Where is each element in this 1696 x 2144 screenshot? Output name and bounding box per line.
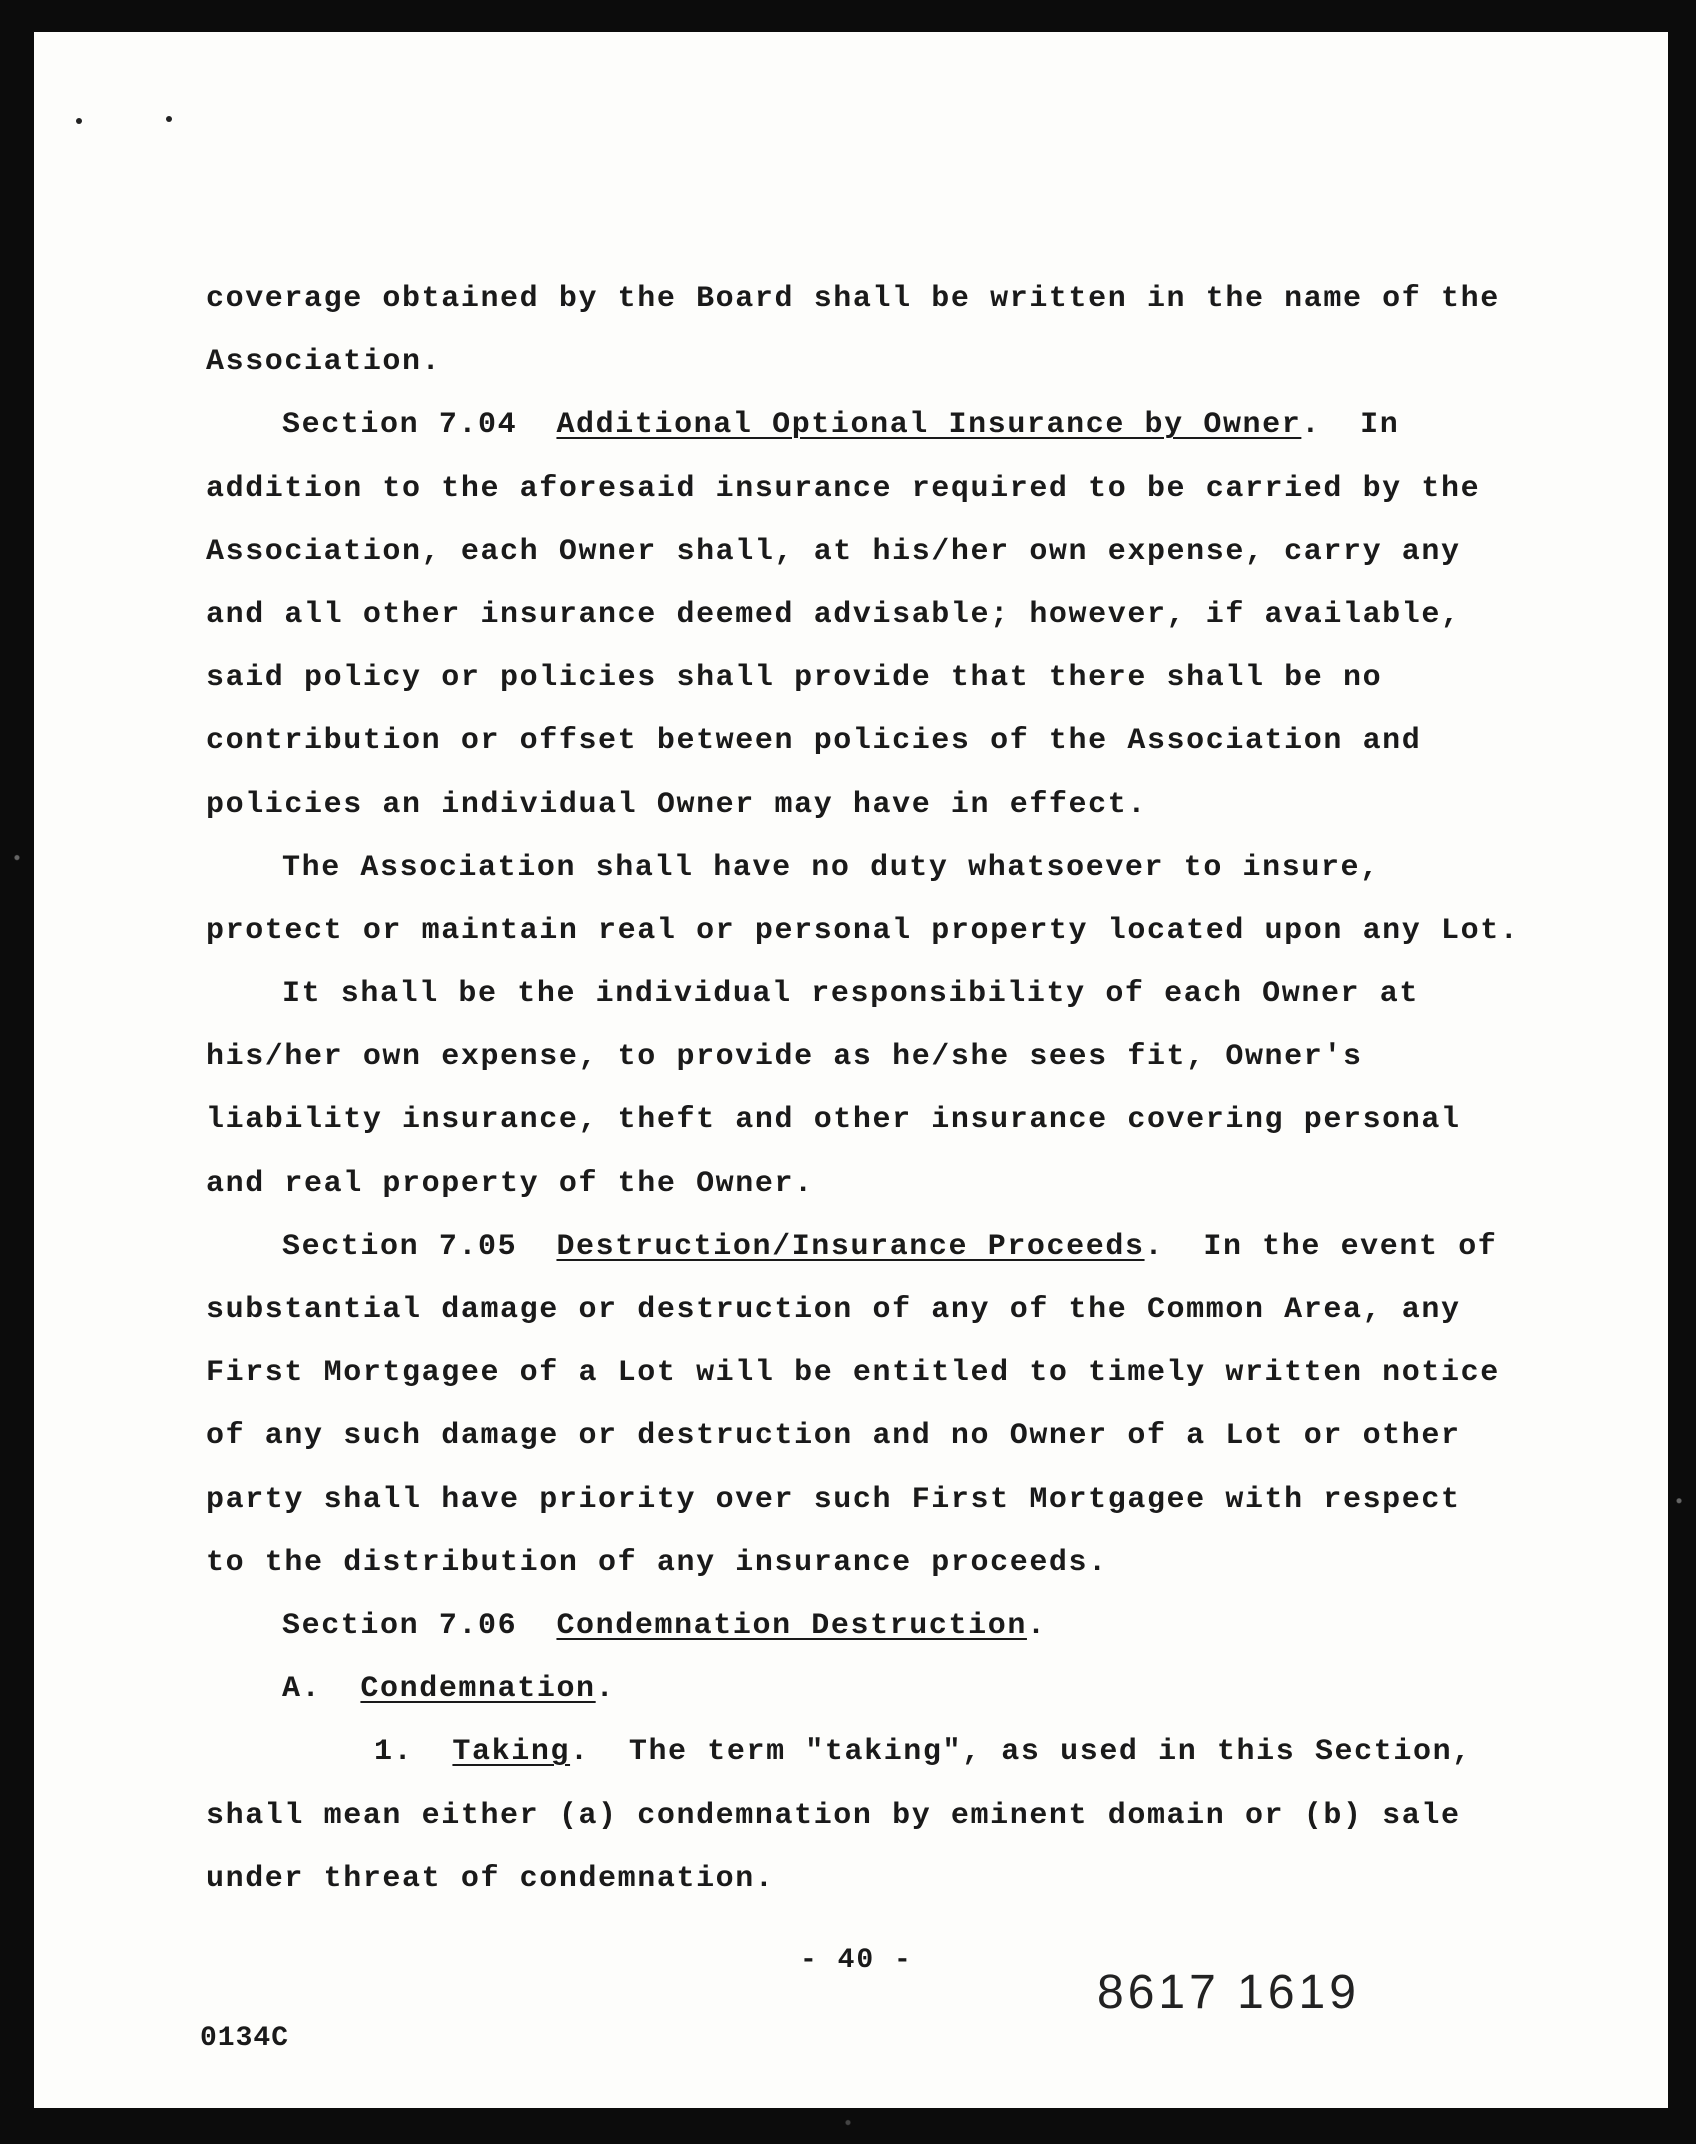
document-id-stamp: 8617 1619: [1097, 1966, 1360, 2019]
text-line: coverage obtained by the Board shall be written in the name of the: [206, 282, 1500, 316]
text-line: and real property of the Owner.: [206, 1166, 814, 1201]
subsection-title: Condemnation: [360, 1672, 596, 1707]
file-code: 0134C: [200, 2023, 290, 2054]
page-number: - 40 -: [800, 1945, 913, 1976]
section-title: Destruction/Insurance Proceeds: [556, 1229, 1145, 1264]
text-line: Association, each Owner shall, at his/her own expense, carry any: [206, 534, 1461, 569]
section-7-06-heading: Section 7.06 Condemnation Destruction.: [282, 1608, 1047, 1643]
section-title: Condemnation Destruction: [556, 1608, 1027, 1643]
item-1-heading: 1. Taking. The term "taking", as used in this Section,: [374, 1735, 1472, 1770]
text-line: said policy or policies shall provide that there shall be no: [206, 661, 1383, 696]
text-line: and all other insurance deemed advisable; however, if available,: [206, 597, 1461, 632]
subsection-a-heading: A. Condemnation.: [282, 1672, 616, 1707]
text-line: shall mean either (a) condemnation by eminent domain or (b) sale: [206, 1798, 1461, 1833]
text-line: party shall have priority over such First Mortgagee with respect: [206, 1482, 1461, 1517]
text-line: substantial damage or destruction of any of the Common Area, any: [206, 1293, 1461, 1327]
text-line: Association.: [206, 345, 442, 380]
scan-speck: [76, 118, 82, 124]
text-line: protect or maintain real or personal property located upon any Lot.: [206, 913, 1520, 948]
item-title: Taking: [452, 1735, 571, 1770]
scan-speck: [166, 116, 172, 122]
section-7-05-heading: Section 7.05 Destruction/Insurance Proceeds. In the event of: [282, 1229, 1498, 1264]
text-line: addition to the aforesaid insurance required to be carried by the: [206, 471, 1481, 506]
text-line: under threat of condemnation.: [206, 1861, 775, 1896]
text-line: to the distribution of any insurance proceeds.: [206, 1545, 1108, 1580]
text-line: of any such damage or destruction and no Owner of a Lot or other: [206, 1419, 1461, 1454]
text-line: policies an individual Owner may have in effect.: [206, 787, 1147, 822]
text-line: It shall be the individual responsibility of each Owner at: [282, 977, 1419, 1012]
section-title: Additional Optional Insurance by Owner: [556, 408, 1302, 443]
section-7-04-heading: Section 7.04 Additional Optional Insurance by Owner. In: [282, 408, 1400, 443]
text-line: his/her own expense, to provide as he/she sees fit, Owner's: [206, 1040, 1363, 1075]
text-line: liability insurance, theft and other insurance covering personal: [206, 1103, 1461, 1138]
text-line: First Mortgagee of a Lot will be entitled to timely written notice: [206, 1356, 1500, 1391]
text-line: contribution or offset between policies of the Association and: [206, 724, 1422, 759]
text-line: The Association shall have no duty whatsoever to insure,: [282, 850, 1380, 885]
document-body: [206, 268, 1520, 1911]
